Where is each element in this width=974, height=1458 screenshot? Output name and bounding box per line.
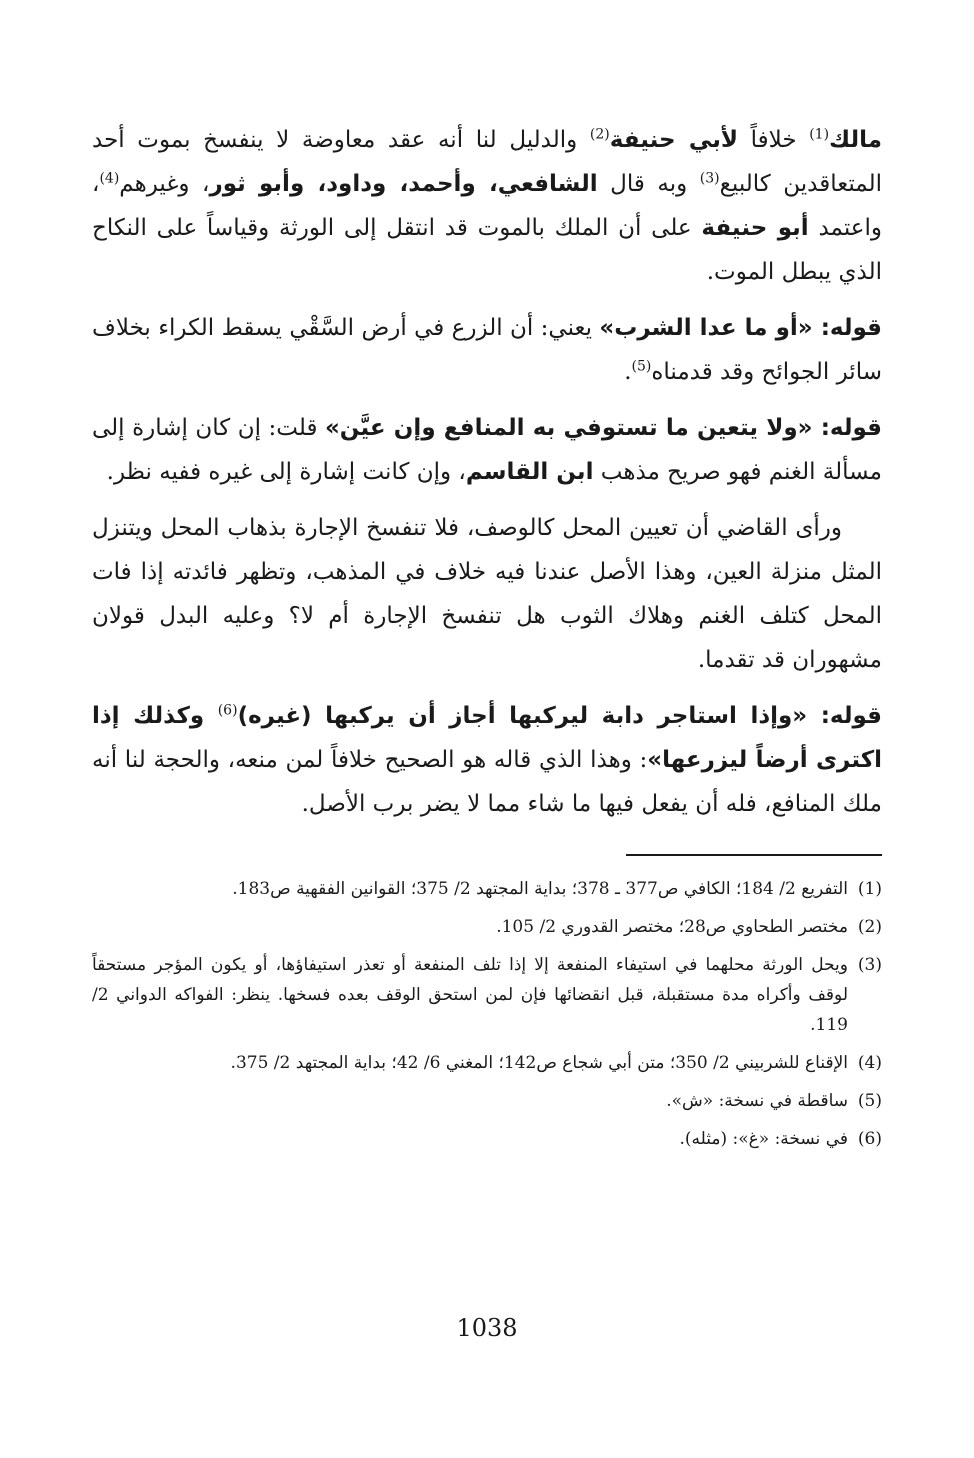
page-number: 1038	[456, 1314, 518, 1342]
bold-term: الشافعي، وأحمد، وداود، وأبو ثور	[209, 171, 598, 197]
footnote-ref[interactable]: (3)	[699, 170, 720, 187]
lead-word: قوله:	[812, 315, 882, 341]
footnote-number: (1)	[857, 879, 882, 899]
paragraph-5	[92, 694, 882, 826]
footnote-number: (6)	[857, 1129, 882, 1149]
footnote-ref[interactable]: (6)	[217, 702, 238, 719]
footnote	[92, 950, 882, 1040]
paragraph-2	[92, 306, 882, 394]
quoted-text: «أو ما عدا الشرب»	[599, 315, 813, 341]
footnote-separator	[626, 854, 882, 856]
paragraph-1	[92, 118, 882, 294]
text-run: والدليل لنا أنه عقد معاوضة لا ينفسخ بموت أحد المتعاقدين كالبيع	[92, 127, 882, 197]
text-run: على أن الملك بالموت قد انتقل إلى الورثة وقياساً على النكاح الذي يبطل الموت.	[92, 215, 882, 285]
footnote-text: الإقناع للشربيني 2/ 350؛ متن أبي شجاع ص142؛ المغني 6/ 42؛ بداية المجتهد 2/ 375.	[230, 1053, 848, 1073]
footnote	[92, 1086, 882, 1116]
text-run: قلت: إن كان إشارة إلى مسألة الغنم فهو صريح مذهب	[92, 415, 882, 485]
text-run: ، وغيرهم	[119, 171, 210, 197]
footnote-ref[interactable]: (1)	[809, 126, 830, 143]
footnote-text: في نسخة: «غ»: (مثله).	[679, 1129, 848, 1149]
footnote-ref[interactable]: (5)	[631, 358, 652, 375]
footnote-text: مختصر الطحاوي ص28؛ مختصر القدوري 2/ 105.	[496, 917, 848, 937]
footnote-text: ويحل الورثة محلهما في استيفاء المنفعة إلا إذا تلف المنفعة أو تعذر استيفاؤها، أو يكون المؤجر مستحقاً لوقف وأكراه مدة مستقبلة، قبل انقضائها فإن لمن استحق الوقف بعده فسخها. ينظر: الفواكه الدواني 2/ 119.	[92, 955, 848, 1035]
lead-word: قوله:	[807, 703, 882, 729]
footnote-number: (2)	[857, 917, 882, 937]
text-run: : وهذا الذي قاله هو الصحيح خلافاً لمن منعه، والحجة لنا أنه ملك المنافع، فله أن يفعل فيها ما شاء مما لا يضر برب الأصل.	[92, 747, 882, 817]
footnote	[92, 874, 882, 904]
text-run: .	[624, 359, 632, 385]
lead-word: قوله:	[812, 415, 882, 441]
bold-term: مالك	[829, 127, 882, 153]
quoted-text: «وإذا استاجر دابة ليركبها أجاز أن يركبها (غيره)	[237, 703, 808, 729]
footnote	[92, 1124, 882, 1154]
footnote	[92, 912, 882, 942]
text-run: يعني: أن الزرع في أرض السَّقْي يسقط الكراء بخلاف سائر الجوائح وقد قدمناه	[92, 315, 882, 385]
footnote-number: (5)	[857, 1091, 882, 1111]
text-run: وبه قال	[597, 171, 700, 197]
footnote	[92, 1048, 882, 1078]
bold-term: ابن القاسم	[465, 459, 594, 485]
footnote-number: (3)	[857, 955, 882, 975]
bold-term: أبو حنيفة	[701, 215, 809, 241]
footnotes	[92, 874, 882, 1154]
quoted-text: وكذلك إذا اكترى أرضاً ليزرعها»	[92, 703, 882, 773]
paragraph-3	[92, 406, 882, 494]
bold-term: لأبي حنيفة	[609, 127, 738, 153]
footnote-text: التفريع 2/ 184؛ الكافي ص377 ـ 378؛ بداية المجتهد 2/ 375؛ القوانين الفقهية ص183.	[232, 879, 848, 899]
quoted-text: «ولا يتعين ما تستوفي به المنافع وإن عيَّن»	[324, 415, 813, 441]
footnote-number: (4)	[857, 1053, 882, 1073]
text-run: ، وإن كانت إشارة إلى غيره ففيه نظر.	[106, 459, 466, 485]
footnote-ref[interactable]: (2)	[589, 126, 610, 143]
footnote-text: ساقطة في نسخة: «ش».	[666, 1091, 848, 1111]
footnote-ref[interactable]: (4)	[99, 170, 120, 187]
paragraph-4: ورأى القاضي أن تعيين المحل كالوصف، فلا تنفسخ الإجارة بذهاب المحل ويتنزل المثل منزلة العين، وهذا الأصل عندنا فيه خلاف في المذهب، وتظهر فائدته إذا فات المحل كتلف الغنم وهلاك الثوب هل تنفسخ الإجارة أم لا؟ وعليه البدل قولان مشهوران قد تقدما.	[92, 515, 882, 673]
text-run: خلافاً	[737, 127, 810, 153]
text-run: ، واعتمد	[92, 171, 882, 241]
